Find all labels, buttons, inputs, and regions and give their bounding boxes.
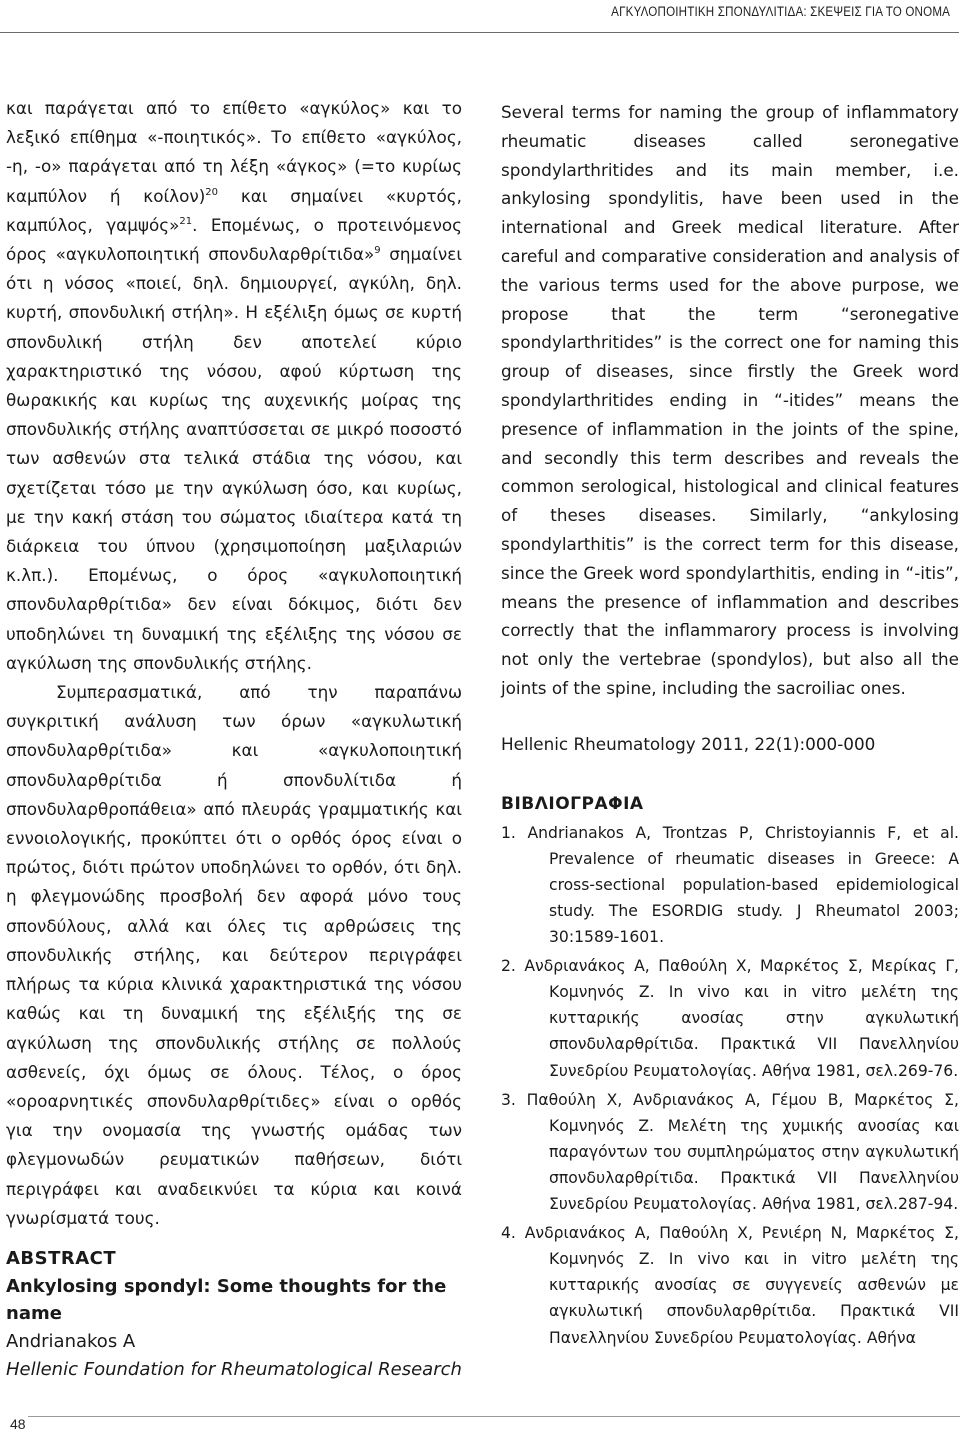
body-paragraph-1 [6, 94, 462, 678]
citation-21: 21 [179, 215, 193, 227]
reference-item: 4. Ανδριανάκος Α, Παθούλη Χ, Ρενιέρη Ν, Μαρκέτος Σ, Κομνηνός Ζ. In vivo και in vitro μελέτη της κυτταρικής ανοσίας σε συγγενείς ασθενών με αγκυλωτική σπονδυλαρθρίτιδα. Πρακτικά VII Πανελληνίου Συνεδρίου Ρευματολογίας. Αθήνα [501, 1224, 959, 1347]
reference-item: 3. Παθούλη Χ, Ανδριανάκος Α, Γέμου Β, Μαρκέτος Σ, Κομνηνός Ζ. Μελέτη της χυμικής ανοσίας και παραγόντων του συμπληρώματος στην αγκυλωτική σπονδυλαρθρίτιδα. Πρακτικά VII Πανελληνίου Συνεδρίου Ρευματολογίας. Αθήνα 1981, σελ.287-94. [501, 1090, 959, 1214]
abstract-author: Andrianakos A [6, 1330, 136, 1352]
paragraph-1-text-a: και παράγεται από το επίθετο «αγκύλος» και το λεξικό επίθημα «-ποιητικός». Το επίθετο «αγκύλος, -η, -ο» παράγεται από τη λέξη «άγκος» (=το κυρίως καμπύλον ή κοίλον) [6, 98, 462, 206]
citation-20: 20 [205, 186, 218, 198]
reference-item: 2. Ανδριανάκος Α, Παθούλη Χ, Μαρκέτος Σ, Μερίκας Γ, Κομνηνός Ζ. In vivo και in vitro μελέτη της κυτταρικής ανοσίας στην αγκυλωτική σπονδυλαρθρίτιδα. Πρακτικά VII Πανελληνίου Συνεδρίου Ρευματολογίας. Αθήνα 1981, σελ.269-76. [501, 957, 959, 1080]
journal-citation: Hellenic Rheumatology 2011, 22(1):000-000 [501, 733, 876, 754]
reference-item: 1. Andrianakos A, Trontzas P, Christoyiannis F, et al. Prevalence of rheumatic diseases in Greece: A cross-sectional population-based epidemiological study. The ESORDIG study. J Rheumatol 2003; 30:1589-1601. [501, 823, 959, 947]
header-rule [0, 32, 959, 33]
references-list [501, 820, 959, 1351]
paragraph-1-text-c: . Επομένως, ο προτεινόμενος όρος «αγκυλοποιητική σπονδυλαρθρίτιδα» [6, 214, 462, 265]
greek-body-text [6, 94, 462, 1233]
english-abstract-header [6, 1245, 462, 1384]
left-column [6, 94, 462, 1384]
page-number: 48 [10, 1416, 26, 1432]
abstract-paragraph: Several terms for naming the group of inflammatory rheumatic diseases called seronegative spondylarthritides and its main member, i.e. ankylosing spondylitis, have been used in the international and Greek medical literature. After careful and comparative consideration and analysis of the various terms used for the above purpose, we propose that the term “seronegative spondylarthritides” is the correct one for naming this group of diseases, since firstly the Greek word spondylarthritides ending in “-itides” means the presence of inflammation in the joints of the spine, and secondly this term describes and reveals the common serological, histological and clinical features of theses diseases. Similarly, “ankylosing spondylarthitis” is the correct term for this disease, since the Greek word spondylarthitis, ending in “-itis”, means the presence of inflammation and describes correctly that the inflammarory process is involving not only the vertebrae (spondylos), but also all the joints of the spine, including the sacroiliac ones. [501, 102, 959, 698]
right-column [501, 98, 959, 1354]
abstract-title: Ankylosing spondyl: Some thoughts for the name [6, 1275, 447, 1325]
paragraph-1-text-b: και σημαίνει «κυρτός, καμπύλος, γαμψός» [6, 185, 462, 235]
running-head: ΑΓΚΥΛΟΠΟΙΗΤΙΚΗ ΣΠΟΝΔΥΛΙΤΙΔΑ: ΣΚΕΨΕΙΣ ΓΙΑ ΤΟ ΟΝΟΜΑ [611, 4, 950, 19]
abstract-heading: ABSTRACT [6, 1247, 117, 1269]
abstract-affiliation: Hellenic Foundation for Rheumatological Research [6, 1358, 462, 1380]
references-heading: ΒΙΒΛΙΟΓΡΑΦΙΑ [501, 793, 644, 814]
footer-rule [28, 1416, 960, 1417]
abstract-body [501, 98, 959, 703]
paragraph-1-text-d: σημαίνει ότι η νόσος «ποιεί, δηλ. δημιουργεί, αγκύλη, δηλ. κυρτή, σπονδυλική στήλη». Η εξέλιξη όμως σε κυρτή σπονδυλική στήλη δεν αποτελεί κύριο χαρακτηριστικό της νόσου, αφού κύρτωση της θωρακικής και κυρίως της αυχενικής μοίρας της σπονδυλικής στήλης αναπτύσσεται σε μικρό ποσοστό των ασθενών στα τελικά στάδια της νόσου, και σχετίζεται τόσο με την αγκύλωση όσο, και κυρίως, με την κακή στάση του σώματος ιδιαίτερα κατά τη διάρκεια του ύπνου (χρησιμοποίηση μαξιλαριών κ.λπ.). Επομένως, ο όρος «αγκυλοποιητική σπονδυλαρθρίτιδα» δεν είναι δόκιμος, διότι δεν υποδηλώνει τη δυναμική της εξέλιξης της νόσου σε αγκύλωση της σπονδυλικής στήλης. [6, 244, 463, 673]
body-paragraph-2: Συμπερασματικά, από την παραπάνω συγκριτική ανάλυση των όρων «αγκυλωτική σπονδυλαρθρίτιδα» και «αγκυλοποιητική σπονδυλαρθρίτιδα ή σπονδυλίτιδα ή σπονδυλαρθροπάθεια» από πλευράς γραμματικής και εννοιολογικής, προκύπτει ότι ο ορθός όρος είναι ο πρώτος, διότι πρώτον υποδηλώνει το ορθόν, ότι δηλ. η φλεγμονώδης προσβολή δεν αφορά μόνο τους σπονδύλους, αλλά και όλες τις αρθρώσεις της σπονδυλικής στήλης, και δεύτερον περιγράφει πλήρως τα κύρια κλινικά χαρακτηριστικά της νόσου καθώς και τη δυναμική της εξέλιξής της σε αγκύλωση της σπονδυλικής στήλης σε πολλούς ασθενείς, όχι όμως σε όλους. Τέλος, ο όρος «οροαρνητικές σπονδυλαρθρίτιδες» είναι ο ορθός για την ονομασία της γνωστής ομάδας των φλεγμονωδών ρευματικών παθήσεων, διότι περιγράφει και αναδεικνύει τα κύρια και κοινά γνωρίσματά τους. [6, 682, 462, 1228]
citation-9: 9 [374, 245, 381, 257]
